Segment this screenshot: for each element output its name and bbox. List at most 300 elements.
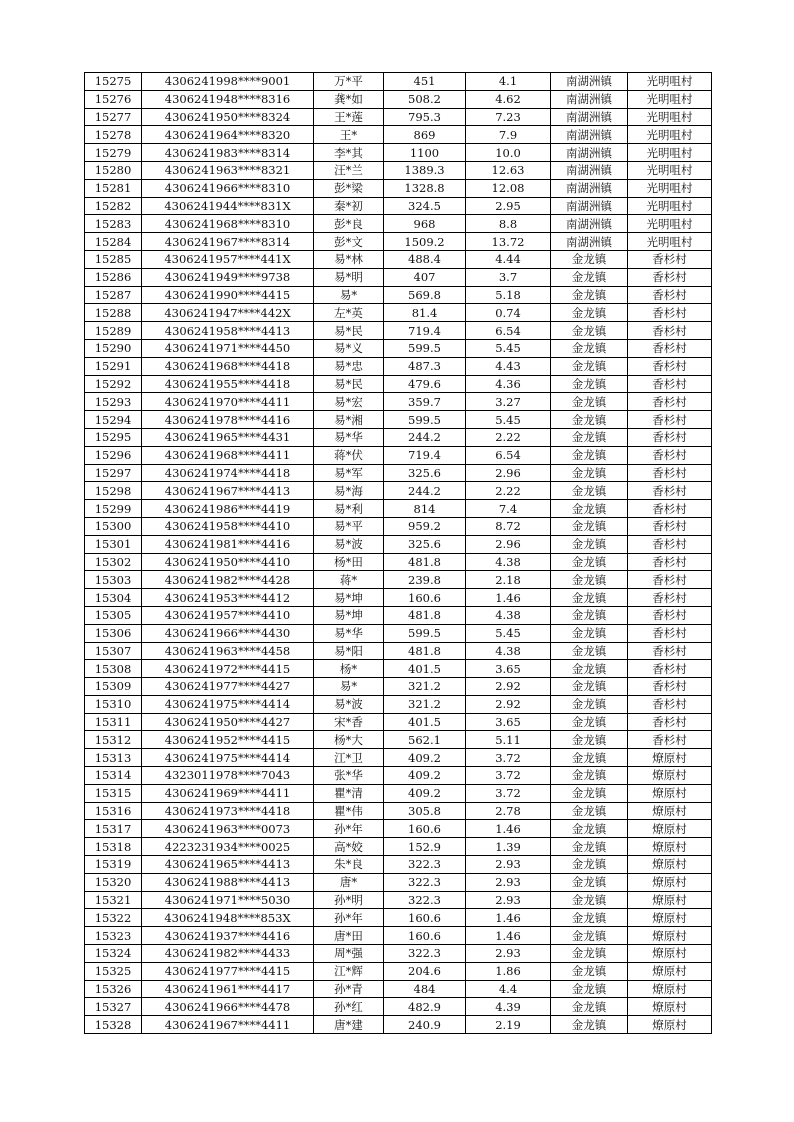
table-row: [85, 624, 712, 642]
row-number-cell: 15307: [85, 642, 142, 660]
amount-cell: 160.6: [384, 909, 466, 927]
table-row: [85, 73, 712, 91]
person-name-cell: 孙*青: [314, 980, 384, 998]
village-cell: 香杉村: [628, 713, 712, 731]
village-cell: 燎原村: [628, 998, 712, 1016]
row-number-cell: 15285: [85, 250, 142, 268]
id-number-cell: 4306241966****8310: [142, 179, 314, 197]
row-number-cell: 15304: [85, 589, 142, 607]
table-row: [85, 464, 712, 482]
row-number-cell: 15314: [85, 767, 142, 785]
table-row: [85, 802, 712, 820]
id-number-cell: 4306241977****4427: [142, 678, 314, 696]
table-body: [85, 73, 712, 1034]
town-cell: 南湖洲镇: [551, 144, 628, 162]
id-number-cell: 4306241966****4430: [142, 624, 314, 642]
table-row: [85, 784, 712, 802]
area-cell: 5.45: [466, 339, 551, 357]
town-cell: 金龙镇: [551, 678, 628, 696]
person-name-cell: 易*义: [314, 339, 384, 357]
row-number-cell: 15322: [85, 909, 142, 927]
area-cell: 3.72: [466, 749, 551, 767]
town-cell: 金龙镇: [551, 1016, 628, 1034]
row-number-cell: 15298: [85, 482, 142, 500]
id-number-cell: 4306241981****4416: [142, 535, 314, 553]
id-number-cell: 4306241975****4414: [142, 695, 314, 713]
person-name-cell: 易*波: [314, 535, 384, 553]
row-number-cell: 15326: [85, 980, 142, 998]
village-cell: 香杉村: [628, 606, 712, 624]
village-cell: 燎原村: [628, 856, 712, 874]
amount-cell: 1509.2: [384, 233, 466, 251]
person-name-cell: 易*: [314, 286, 384, 304]
row-number-cell: 15276: [85, 90, 142, 108]
area-cell: 2.95: [466, 197, 551, 215]
town-cell: 金龙镇: [551, 500, 628, 518]
area-cell: 10.0: [466, 144, 551, 162]
person-name-cell: 易*阳: [314, 642, 384, 660]
person-name-cell: 彭*梁: [314, 179, 384, 197]
id-number-cell: 4306241998****9001: [142, 73, 314, 91]
town-cell: 金龙镇: [551, 517, 628, 535]
id-number-cell: 4306241967****8314: [142, 233, 314, 251]
id-number-cell: 4306241958****4410: [142, 517, 314, 535]
table-row: [85, 713, 712, 731]
person-name-cell: 孙*年: [314, 909, 384, 927]
person-name-cell: 李*其: [314, 144, 384, 162]
town-cell: 金龙镇: [551, 660, 628, 678]
town-cell: 金龙镇: [551, 375, 628, 393]
row-number-cell: 15309: [85, 678, 142, 696]
person-name-cell: 易*军: [314, 464, 384, 482]
town-cell: 金龙镇: [551, 446, 628, 464]
town-cell: 金龙镇: [551, 998, 628, 1016]
area-cell: 6.54: [466, 322, 551, 340]
town-cell: 金龙镇: [551, 428, 628, 446]
town-cell: 南湖洲镇: [551, 233, 628, 251]
person-name-cell: 彭*良: [314, 215, 384, 233]
row-number-cell: 15327: [85, 998, 142, 1016]
table-row: [85, 678, 712, 696]
amount-cell: 508.2: [384, 90, 466, 108]
town-cell: 金龙镇: [551, 606, 628, 624]
area-cell: 1.39: [466, 838, 551, 856]
row-number-cell: 15291: [85, 357, 142, 375]
row-number-cell: 15275: [85, 73, 142, 91]
village-cell: 香杉村: [628, 695, 712, 713]
amount-cell: 569.8: [384, 286, 466, 304]
village-cell: 燎原村: [628, 820, 712, 838]
town-cell: 金龙镇: [551, 642, 628, 660]
village-cell: 香杉村: [628, 464, 712, 482]
id-number-cell: 4306241978****4416: [142, 411, 314, 429]
id-number-cell: 4306241955****4418: [142, 375, 314, 393]
area-cell: 2.19: [466, 1016, 551, 1034]
row-number-cell: 15320: [85, 873, 142, 891]
table-row: [85, 606, 712, 624]
table-row: [85, 215, 712, 233]
village-cell: 燎原村: [628, 802, 712, 820]
amount-cell: 599.5: [384, 624, 466, 642]
area-cell: 4.38: [466, 606, 551, 624]
id-number-cell: 4306241968****4411: [142, 446, 314, 464]
amount-cell: 359.7: [384, 393, 466, 411]
row-number-cell: 15310: [85, 695, 142, 713]
amount-cell: 409.2: [384, 784, 466, 802]
id-number-cell: 4306241971****5030: [142, 891, 314, 909]
id-number-cell: 4306241966****4478: [142, 998, 314, 1016]
area-cell: 2.96: [466, 464, 551, 482]
town-cell: 金龙镇: [551, 393, 628, 411]
amount-cell: 481.8: [384, 642, 466, 660]
table-row: [85, 233, 712, 251]
town-cell: 金龙镇: [551, 927, 628, 945]
table-row: [85, 322, 712, 340]
person-name-cell: 易*海: [314, 482, 384, 500]
table-row: [85, 126, 712, 144]
area-cell: 4.38: [466, 553, 551, 571]
town-cell: 金龙镇: [551, 767, 628, 785]
area-cell: 5.11: [466, 731, 551, 749]
table-row: [85, 482, 712, 500]
amount-cell: 325.6: [384, 535, 466, 553]
id-number-cell: 4306241953****4412: [142, 589, 314, 607]
id-number-cell: 4306241964****8320: [142, 126, 314, 144]
town-cell: 金龙镇: [551, 268, 628, 286]
town-cell: 金龙镇: [551, 820, 628, 838]
row-number-cell: 15295: [85, 428, 142, 446]
village-cell: 香杉村: [628, 428, 712, 446]
amount-cell: 321.2: [384, 695, 466, 713]
row-number-cell: 15293: [85, 393, 142, 411]
row-number-cell: 15278: [85, 126, 142, 144]
row-number-cell: 15297: [85, 464, 142, 482]
person-name-cell: 易*利: [314, 500, 384, 518]
row-number-cell: 15288: [85, 304, 142, 322]
area-cell: 4.43: [466, 357, 551, 375]
row-number-cell: 15311: [85, 713, 142, 731]
amount-cell: 719.4: [384, 446, 466, 464]
amount-cell: 795.3: [384, 108, 466, 126]
person-name-cell: 江*卫: [314, 749, 384, 767]
area-cell: 2.92: [466, 695, 551, 713]
row-number-cell: 15292: [85, 375, 142, 393]
id-number-cell: 4306241974****4418: [142, 464, 314, 482]
person-name-cell: 孙*红: [314, 998, 384, 1016]
village-cell: 香杉村: [628, 322, 712, 340]
area-cell: 4.4: [466, 980, 551, 998]
village-cell: 香杉村: [628, 535, 712, 553]
person-name-cell: 唐*田: [314, 927, 384, 945]
town-cell: 金龙镇: [551, 624, 628, 642]
village-cell: 燎原村: [628, 909, 712, 927]
town-cell: 金龙镇: [551, 962, 628, 980]
person-name-cell: 易*华: [314, 624, 384, 642]
area-cell: 2.22: [466, 482, 551, 500]
row-number-cell: 15308: [85, 660, 142, 678]
id-number-cell: 4306241982****4433: [142, 945, 314, 963]
area-cell: 1.46: [466, 589, 551, 607]
village-cell: 香杉村: [628, 393, 712, 411]
row-number-cell: 15318: [85, 838, 142, 856]
area-cell: 4.44: [466, 250, 551, 268]
id-number-cell: 4306241967****4413: [142, 482, 314, 500]
table-row: [85, 339, 712, 357]
town-cell: 金龙镇: [551, 891, 628, 909]
village-cell: 香杉村: [628, 304, 712, 322]
area-cell: 6.54: [466, 446, 551, 464]
id-number-cell: 4306241950****4410: [142, 553, 314, 571]
row-number-cell: 15284: [85, 233, 142, 251]
village-cell: 燎原村: [628, 1016, 712, 1034]
table-row: [85, 962, 712, 980]
amount-cell: 81.4: [384, 304, 466, 322]
amount-cell: 479.6: [384, 375, 466, 393]
amount-cell: 869: [384, 126, 466, 144]
table-row: [85, 411, 712, 429]
area-cell: 1.46: [466, 820, 551, 838]
town-cell: 金龙镇: [551, 304, 628, 322]
amount-cell: 239.8: [384, 571, 466, 589]
village-cell: 燎原村: [628, 749, 712, 767]
person-name-cell: 易*忠: [314, 357, 384, 375]
village-cell: 香杉村: [628, 446, 712, 464]
amount-cell: 322.3: [384, 873, 466, 891]
town-cell: 金龙镇: [551, 339, 628, 357]
person-name-cell: 高*姣: [314, 838, 384, 856]
town-cell: 金龙镇: [551, 571, 628, 589]
amount-cell: 322.3: [384, 856, 466, 874]
id-number-cell: 4306241965****4431: [142, 428, 314, 446]
person-name-cell: 瞿*清: [314, 784, 384, 802]
amount-cell: 244.2: [384, 482, 466, 500]
town-cell: 南湖洲镇: [551, 126, 628, 144]
row-number-cell: 15325: [85, 962, 142, 980]
village-cell: 燎原村: [628, 873, 712, 891]
id-number-cell: 4306241968****4418: [142, 357, 314, 375]
table-row: [85, 553, 712, 571]
town-cell: 南湖洲镇: [551, 73, 628, 91]
table-row: [85, 642, 712, 660]
person-name-cell: 易*湘: [314, 411, 384, 429]
town-cell: 金龙镇: [551, 535, 628, 553]
amount-cell: 968: [384, 215, 466, 233]
village-cell: 香杉村: [628, 482, 712, 500]
row-number-cell: 15323: [85, 927, 142, 945]
id-number-cell: 4306241969****4411: [142, 784, 314, 802]
village-cell: 光明咀村: [628, 179, 712, 197]
area-cell: 2.93: [466, 873, 551, 891]
person-name-cell: 孙*年: [314, 820, 384, 838]
amount-cell: 599.5: [384, 411, 466, 429]
id-number-cell: 4306241977****4415: [142, 962, 314, 980]
amount-cell: 160.6: [384, 589, 466, 607]
village-cell: 香杉村: [628, 250, 712, 268]
row-number-cell: 15303: [85, 571, 142, 589]
town-cell: 金龙镇: [551, 589, 628, 607]
row-number-cell: 15324: [85, 945, 142, 963]
town-cell: 金龙镇: [551, 909, 628, 927]
row-number-cell: 15313: [85, 749, 142, 767]
amount-cell: 481.8: [384, 553, 466, 571]
table-row: [85, 517, 712, 535]
amount-cell: 1389.3: [384, 161, 466, 179]
row-number-cell: 15316: [85, 802, 142, 820]
town-cell: 金龙镇: [551, 713, 628, 731]
row-number-cell: 15294: [85, 411, 142, 429]
row-number-cell: 15300: [85, 517, 142, 535]
town-cell: 金龙镇: [551, 695, 628, 713]
row-number-cell: 15305: [85, 606, 142, 624]
table-row: [85, 1016, 712, 1034]
amount-cell: 321.2: [384, 678, 466, 696]
person-name-cell: 易*坤: [314, 589, 384, 607]
town-cell: 金龙镇: [551, 464, 628, 482]
row-number-cell: 15287: [85, 286, 142, 304]
village-cell: 燎原村: [628, 927, 712, 945]
id-number-cell: 4306241990****4415: [142, 286, 314, 304]
id-number-cell: 4306241986****4419: [142, 500, 314, 518]
area-cell: 3.72: [466, 784, 551, 802]
town-cell: 金龙镇: [551, 784, 628, 802]
amount-cell: 152.9: [384, 838, 466, 856]
person-name-cell: 易*坤: [314, 606, 384, 624]
town-cell: 金龙镇: [551, 411, 628, 429]
id-number-cell: 4306241950****4427: [142, 713, 314, 731]
row-number-cell: 15328: [85, 1016, 142, 1034]
row-number-cell: 15279: [85, 144, 142, 162]
amount-cell: 487.3: [384, 357, 466, 375]
person-name-cell: 杨*大: [314, 731, 384, 749]
row-number-cell: 15296: [85, 446, 142, 464]
person-name-cell: 秦*初: [314, 197, 384, 215]
village-cell: 香杉村: [628, 553, 712, 571]
area-cell: 12.63: [466, 161, 551, 179]
amount-cell: 1328.8: [384, 179, 466, 197]
village-cell: 光明咀村: [628, 215, 712, 233]
person-name-cell: 易*民: [314, 375, 384, 393]
area-cell: 3.7: [466, 268, 551, 286]
town-cell: 南湖洲镇: [551, 179, 628, 197]
table-row: [85, 820, 712, 838]
area-cell: 1.86: [466, 962, 551, 980]
person-name-cell: 杨*: [314, 660, 384, 678]
area-cell: 4.36: [466, 375, 551, 393]
village-cell: 燎原村: [628, 945, 712, 963]
table-row: [85, 446, 712, 464]
id-number-cell: 4223231934****0025: [142, 838, 314, 856]
amount-cell: 401.5: [384, 660, 466, 678]
id-number-cell: 4306241975****4414: [142, 749, 314, 767]
table-row: [85, 268, 712, 286]
area-cell: 4.62: [466, 90, 551, 108]
area-cell: 8.72: [466, 517, 551, 535]
id-number-cell: 4306241970****4411: [142, 393, 314, 411]
table-row: [85, 161, 712, 179]
person-name-cell: 易*林: [314, 250, 384, 268]
area-cell: 3.27: [466, 393, 551, 411]
table-row: [85, 749, 712, 767]
table-row: [85, 909, 712, 927]
area-cell: 5.45: [466, 624, 551, 642]
id-number-cell: 4306241949****9738: [142, 268, 314, 286]
area-cell: 5.18: [466, 286, 551, 304]
amount-cell: 305.8: [384, 802, 466, 820]
village-cell: 香杉村: [628, 642, 712, 660]
amount-cell: 160.6: [384, 927, 466, 945]
row-number-cell: 15321: [85, 891, 142, 909]
area-cell: 3.65: [466, 660, 551, 678]
id-number-cell: 4306241950****8324: [142, 108, 314, 126]
id-number-cell: 4306241988****4413: [142, 873, 314, 891]
area-cell: 8.8: [466, 215, 551, 233]
row-number-cell: 15315: [85, 784, 142, 802]
amount-cell: 409.2: [384, 767, 466, 785]
village-cell: 香杉村: [628, 731, 712, 749]
area-cell: 2.93: [466, 891, 551, 909]
village-cell: 光明咀村: [628, 197, 712, 215]
table-row: [85, 731, 712, 749]
village-cell: 香杉村: [628, 268, 712, 286]
table-row: [85, 660, 712, 678]
village-cell: 香杉村: [628, 589, 712, 607]
table-row: [85, 286, 712, 304]
row-number-cell: 15286: [85, 268, 142, 286]
id-number-cell: 4306241948****853X: [142, 909, 314, 927]
row-number-cell: 15319: [85, 856, 142, 874]
village-cell: 光明咀村: [628, 144, 712, 162]
area-cell: 3.72: [466, 767, 551, 785]
village-cell: 燎原村: [628, 891, 712, 909]
area-cell: 2.18: [466, 571, 551, 589]
town-cell: 金龙镇: [551, 731, 628, 749]
amount-cell: 562.1: [384, 731, 466, 749]
amount-cell: 322.3: [384, 945, 466, 963]
id-number-cell: 4306241947****442X: [142, 304, 314, 322]
person-name-cell: 万*平: [314, 73, 384, 91]
person-name-cell: 蒋*: [314, 571, 384, 589]
area-cell: 5.45: [466, 411, 551, 429]
table-row: [85, 571, 712, 589]
area-cell: 1.46: [466, 927, 551, 945]
data-table: [84, 72, 712, 1034]
row-number-cell: 15283: [85, 215, 142, 233]
amount-cell: 959.2: [384, 517, 466, 535]
area-cell: 13.72: [466, 233, 551, 251]
id-number-cell: 4306241982****4428: [142, 571, 314, 589]
table-row: [85, 197, 712, 215]
id-number-cell: 4306241963****4458: [142, 642, 314, 660]
amount-cell: 401.5: [384, 713, 466, 731]
row-number-cell: 15277: [85, 108, 142, 126]
person-name-cell: 唐*建: [314, 1016, 384, 1034]
id-number-cell: 4306241944****831X: [142, 197, 314, 215]
id-number-cell: 4306241973****4418: [142, 802, 314, 820]
village-cell: 燎原村: [628, 838, 712, 856]
id-number-cell: 4306241963****8321: [142, 161, 314, 179]
area-cell: 4.1: [466, 73, 551, 91]
village-cell: 香杉村: [628, 375, 712, 393]
amount-cell: 240.9: [384, 1016, 466, 1034]
area-cell: 12.08: [466, 179, 551, 197]
town-cell: 南湖洲镇: [551, 108, 628, 126]
village-cell: 光明咀村: [628, 108, 712, 126]
area-cell: 2.93: [466, 856, 551, 874]
village-cell: 香杉村: [628, 678, 712, 696]
town-cell: 金龙镇: [551, 250, 628, 268]
town-cell: 金龙镇: [551, 802, 628, 820]
table-row: [85, 873, 712, 891]
